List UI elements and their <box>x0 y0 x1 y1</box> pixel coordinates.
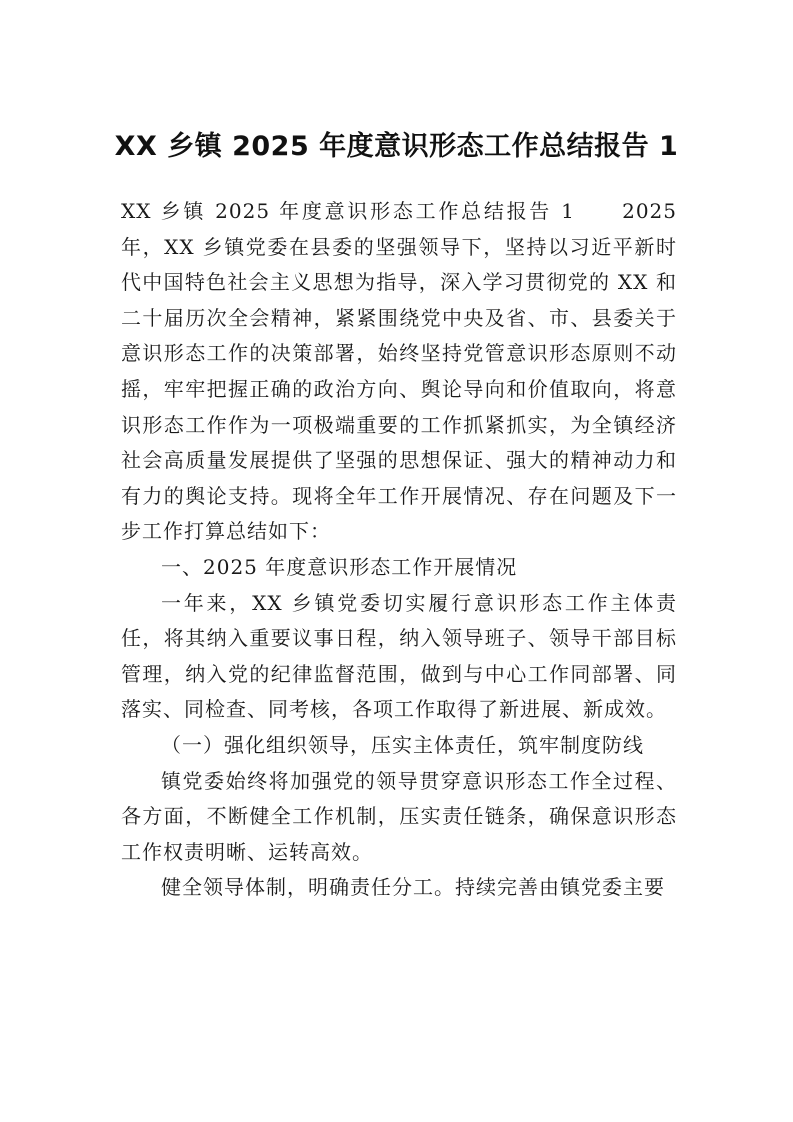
document-body <box>121 194 677 906</box>
body-paragraph: 健全领导体制，明确责任分工。持续完善由镇党委主要 <box>161 875 665 900</box>
intro-paragraph: XX 乡镇 2025 年度意识形态工作总结报告 1 2025 年，XX 乡镇党委在县委的坚强领导下，坚持以习近平新时代中国特色社会主义思想为指导，深入学习贯彻党的 XX 和二十届历次全会精神，紧紧围绕党中央及省、市、县委关于意识形态工作的决策部署，始终坚持党管意识形态原则不动摇，牢牢把握正确的政治方向、舆论导向和价值取向，将意识形态工作作为一项极端重要的工作抓紧抓实，为全镇经济社会高质量发展提供了坚强的思想保证、强大的精神动力和有力的舆论支持。现将全年工作开展情况、存在问题及下一步工作打算总结如下： <box>121 199 677 544</box>
subsection-heading: （一）强化组织领导，压实主体责任，筑牢制度防线 <box>161 732 644 757</box>
document-title: XX 乡镇 2025 年度意识形态工作总结报告 1 <box>114 131 679 162</box>
body-paragraph: 一年来，XX 乡镇党委切实履行意识形态工作主体责任，将其纳入重要议事日程，纳入领导班子、领导干部目标管理，纳入党的纪律监督范围，做到与中心工作同部署、同落实、同检查、同考核，各项工作取得了新进展、新成效。 <box>121 590 677 722</box>
body-paragraph: 镇党委始终将加强党的领导贯穿意识形态工作全过程、各方面，不断健全工作机制，压实责任链条，确保意识形态工作权责明晰、运转高效。 <box>121 768 677 864</box>
section-heading: 一、2025 年度意识形态工作开展情况 <box>161 554 518 579</box>
